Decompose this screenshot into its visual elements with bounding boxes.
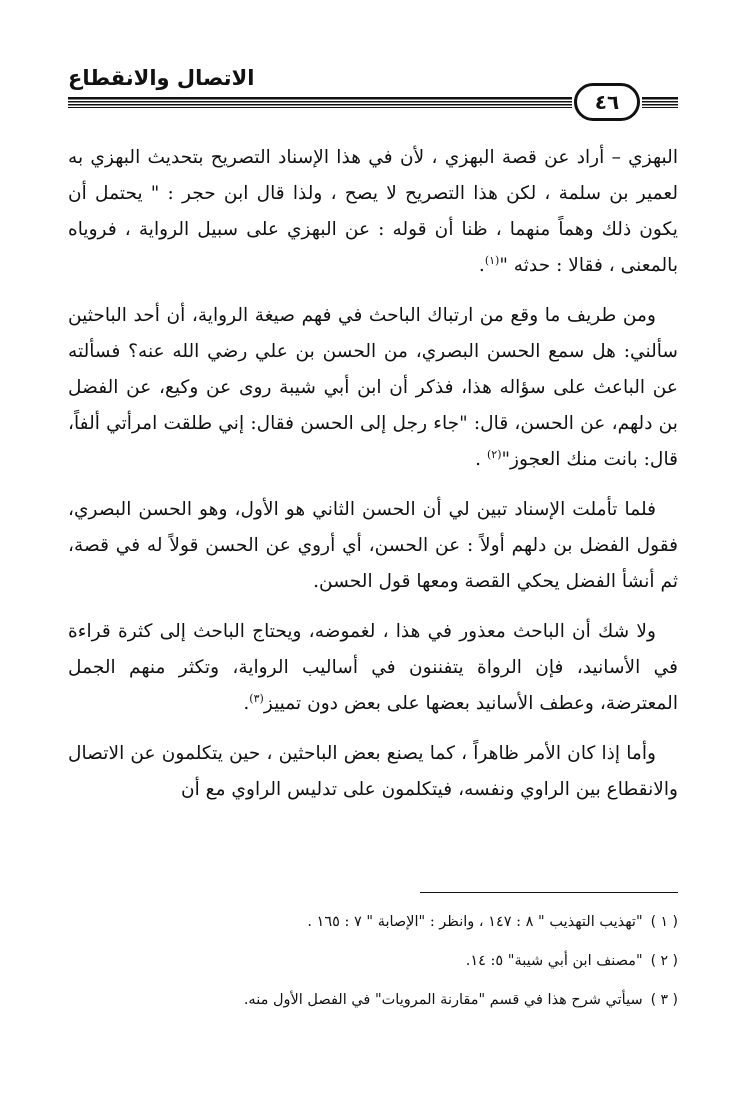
- footnote: [68, 990, 678, 1010]
- footnote-separator: [420, 892, 678, 893]
- footnote-ref: (٢): [486, 447, 502, 461]
- footnote-number: ( ١ ): [650, 914, 678, 930]
- footnotes: [68, 912, 678, 1029]
- footnote: [68, 912, 678, 932]
- footnote-ref: (١): [484, 253, 500, 267]
- footnote: [68, 951, 678, 971]
- page-number-badge: ٤٦: [574, 83, 640, 121]
- paragraph: البهزي – أراد عن قصة البهزي ، لأن في هذا الإسناد التصريح بتحديث البهزي به لعمير بن سلمة ، لكن هذا التصريح لا يصح ، ولذا قال ابن حجر : " يحتمل أن يكون ذلك وهماً منهما ، ظنا أن قوله : عن البهزي على سبيل الرواية ، فروياه بالمعنى ، فقالا : حدثه "$^{(١)}$.: [68, 147, 678, 276]
- header-rule: [68, 97, 572, 108]
- header-rule-right: [642, 97, 678, 108]
- paragraph: ومن طريف ما وقع من ارتباك الباحث في فهم صيغة الرواية، أن أحد الباحثين سألني: هل سمع الحسن البصري، من الحسن بن علي رضي الله عنه؟ فسألته عن الباعث على سؤاله هذا، فذكر أن ابن أبي شيبة روى عن وكيع، عن الفضل بن دلهم، عن الحسن، قال: "جاء رجل إلى الحسن فقال: إني طلقت امرأتي ألفاً، قال: بانت منك العجوز"$^{(٢)}$ .: [68, 305, 678, 470]
- paragraph: وأما إذا كان الأمر ظاهراً ، كما يصنع بعض الباحثين ، حين يتكلمون عن الاتصال والانقطاع بين الراوي ونفسه، فيتكلمون على تدليس الراوي مع أن: [68, 743, 678, 800]
- footnote-number: ( ٢ ): [650, 953, 678, 969]
- main-text: [68, 140, 678, 822]
- footnote-text: "تهذيب التهذيب " ٨ : ١٤٧ ، وانظر : "الإصابة " ٧ : ١٦٥ .: [307, 914, 643, 930]
- running-title: الاتصال والانقطاع: [68, 66, 255, 90]
- paragraph: فلما تأملت الإسناد تبين لي أن الحسن الثاني هو الأول، وهو الحسن البصري، فقول الفضل بن دلهم أولاً : عن الحسن، أي أروي عن الحسن قولاً له في قصة، ثم أنشأ الفضل يحكي القصة ومعها قول الحسن.: [68, 499, 678, 592]
- paragraph: ولا شك أن الباحث معذور في هذا ، لغموضه، ويحتاج الباحث إلى كثرة قراءة في الأسانيد، فإن الرواة يتفننون في أساليب الرواية، وتكثر منهم الجمل المعترضة، وعطف الأسانيد بعضها على بعض دون تمييز$^{(٣)}$.: [68, 621, 678, 714]
- footnote-text: سيأتي شرح هذا في قسم "مقارنة المرويات" في الفصل الأول منه.: [243, 992, 643, 1008]
- footnote-number: ( ٣ ): [650, 992, 678, 1008]
- footnote-text: "مصنف ابن أبي شيبة" ٥: ١٤.: [465, 953, 643, 969]
- footnote-ref: (٣): [249, 691, 264, 705]
